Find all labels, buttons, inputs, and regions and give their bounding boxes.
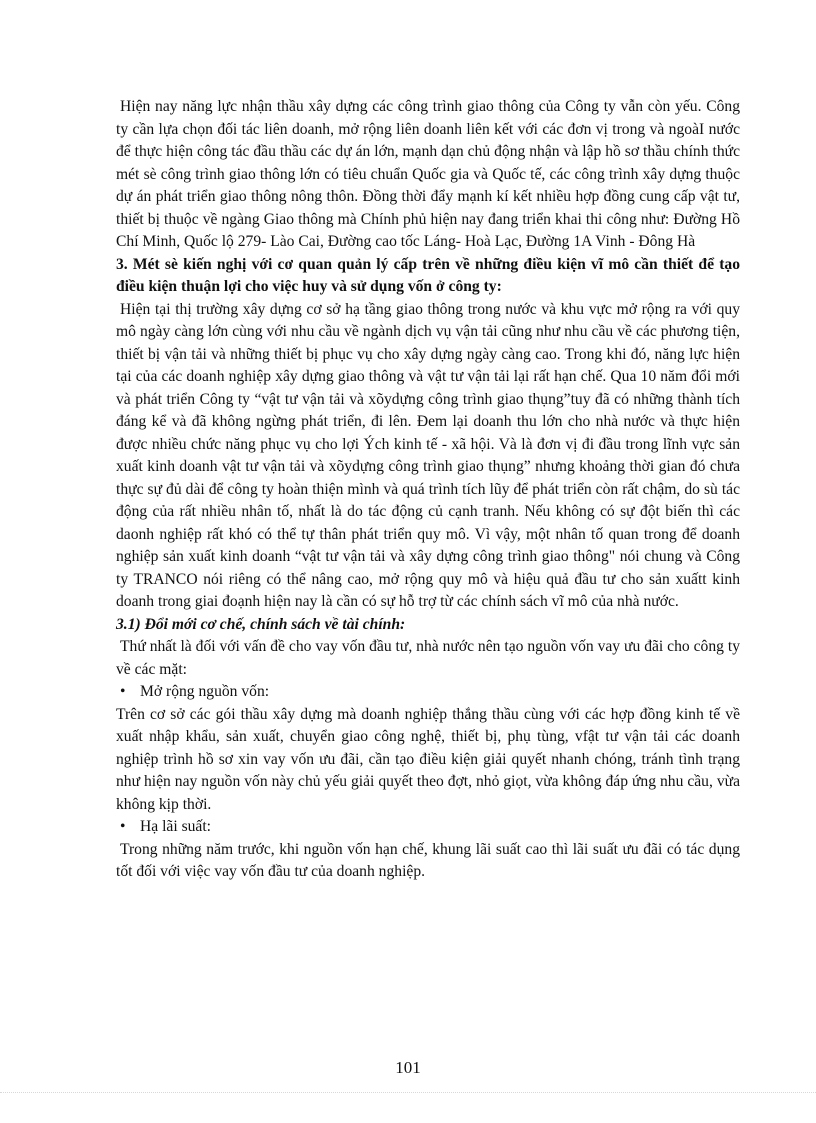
paragraph-capital-details: Trên cơ sở các gói thầu xây dựng mà doanh nghiệp thắng thầu cùng với các hợp đồng kinh tế về xuất nhập khẩu, sản xuất, chuyển giao công nghệ, thiết bị, phụ tùng, vfật tư vận tải các doanh nghiệp trình hồ sơ xin vay vốn ưu đãi, cần tạo điều kiện giải quyết nhanh chóng, tránh tình trạng như hiện nay nguồn vốn này chủ yếu giải quyết theo đợt, nhỏ giọt, vừa không đáp ứng nhu cầu, vừa không kịp thời. [116, 705, 740, 813]
document-body [116, 96, 740, 884]
paragraph-interest-details: Trong những năm trước, khi nguồn vốn hạn chế, khung lãi suất cao thì lãi suất ưu đãi có tác dụng tốt đối với việc vay vốn đầu tư của doanh nghiệp. [116, 840, 740, 880]
bullet-icon: • [120, 818, 126, 835]
section-heading-recommendations: 3. Mét sè kiến nghị với cơ quan quản lý cấp trên về những điều kiện vĩ mô cần thiết để tạo điều kiện thuận lợi cho việc huy và sử dụng vốn ở công ty: [116, 255, 740, 295]
paragraph-loan-policy: Thứ nhất là đối với vấn đề cho vay vốn đầu tư, nhà nước nên tạo nguồn vốn vay ưu đãi cho công ty về các mặt: [116, 638, 740, 678]
bullet-icon: • [120, 683, 126, 700]
paragraph-market-context: Hiện tại thị trường xây dựng cơ sở hạ tầng giao thông trong nước và khu vực mở rộng ra với quy mô ngày càng lớn cùng với nhu cầu về ngành dịch vụ vận tải cũng như nhu cầu về các phương tiện, thiết bị vận tải và những thiết bị phục vụ cho xây dựng ngày càng cao. Trong khi đó, năng lực hiện tại của các doanh nghiệp xây dựng giao thông và vật tư vận tải lại rất hạn chế. Qua 10 năm đổi mới và phát triển Công ty “vật tư vận tải và xõydựng công trình giao thụng”tuy đã có những thành tích đáng kể và đã không ngừng phát triển, đi lên. Đem lại doanh thu lớn cho nhà nước và thực hiện được nhiều chức năng phục vụ cho lợi Ých kinh tế - xã hội. Và là đơn vị đi đầu trong lĩnh vực sản xuất kinh doanh vật tư vận tải và xõydựng công trình giao thụng” nhưng khoảng thời gian đó chưa thực sự đủ dài để công ty hoàn thiện mình và quá trình tích lũy để phát triển còn rất chậm, do sù tác động của rất nhiều nhân tố, nhất là do tác động củ cạnh tranh. Nếu không có sự đột biến thì các daonh nghiệp rất khó có thể tự thân phát triển quy mô. Vì vậy, một nhân tố quan trong để doanh nghiệp sản xuất kinh doanh “vật tư vận tải và xây dựng công trình giao thông" nói chung và Công ty TRANCO nói riêng có thể nâng cao, mở rộng quy mô và hiệu quả đầu tư cho sản xuấtt kinh doanh trong giai đoạnh hiện nay là cần có sự hỗ trợ từ các chính sách vĩ mô của nhà nước. [116, 300, 740, 610]
bullet-label: Mở rộng nguồn vốn: [140, 683, 270, 700]
page-number: 101 [395, 1058, 421, 1077]
bullet-label: Hạ lãi suất: [140, 818, 212, 835]
bullet-item-expand-capital [116, 681, 740, 704]
bullet-item-lower-interest [116, 816, 740, 839]
subsection-heading-financial-policy: 3.1) Đổi mới cơ chế, chính sách về tài chính: [116, 615, 406, 633]
paragraph-contractor-capacity: Hiện nay năng lực nhận thầu xây dựng các công trình giao thông của Công ty vẫn còn yếu. Công ty cần lựa chọn đối tác liên doanh, mở rộng liên doanh liên kết với các đơn vị trong và ngoàI nước để thực hiện công tác đầu thầu các dự án lớn, mạnh dạn chủ động nhận và lập hồ sơ thầu chính thức mét sè công trình giao thông lớn có tiêu chuẩn Quốc gia và Quốc tế, các công trình xây dựng thuộc dự án phát triển giao thông nông thôn. Đồng thời đẩy mạnh kí kết nhiều hợp đồng cung cấp vật tư, thiết bị thuộc về ngàng Giao thông mà Chính phủ hiện nay đang triển khai thi công như: Đường Hồ Chí Minh, Quốc lộ 279- Lào Cai, Đường cao tốc Láng- Hoà Lạc, Đường 1A Vinh - Đông Hà [116, 98, 740, 250]
footer-divider [0, 1092, 816, 1093]
